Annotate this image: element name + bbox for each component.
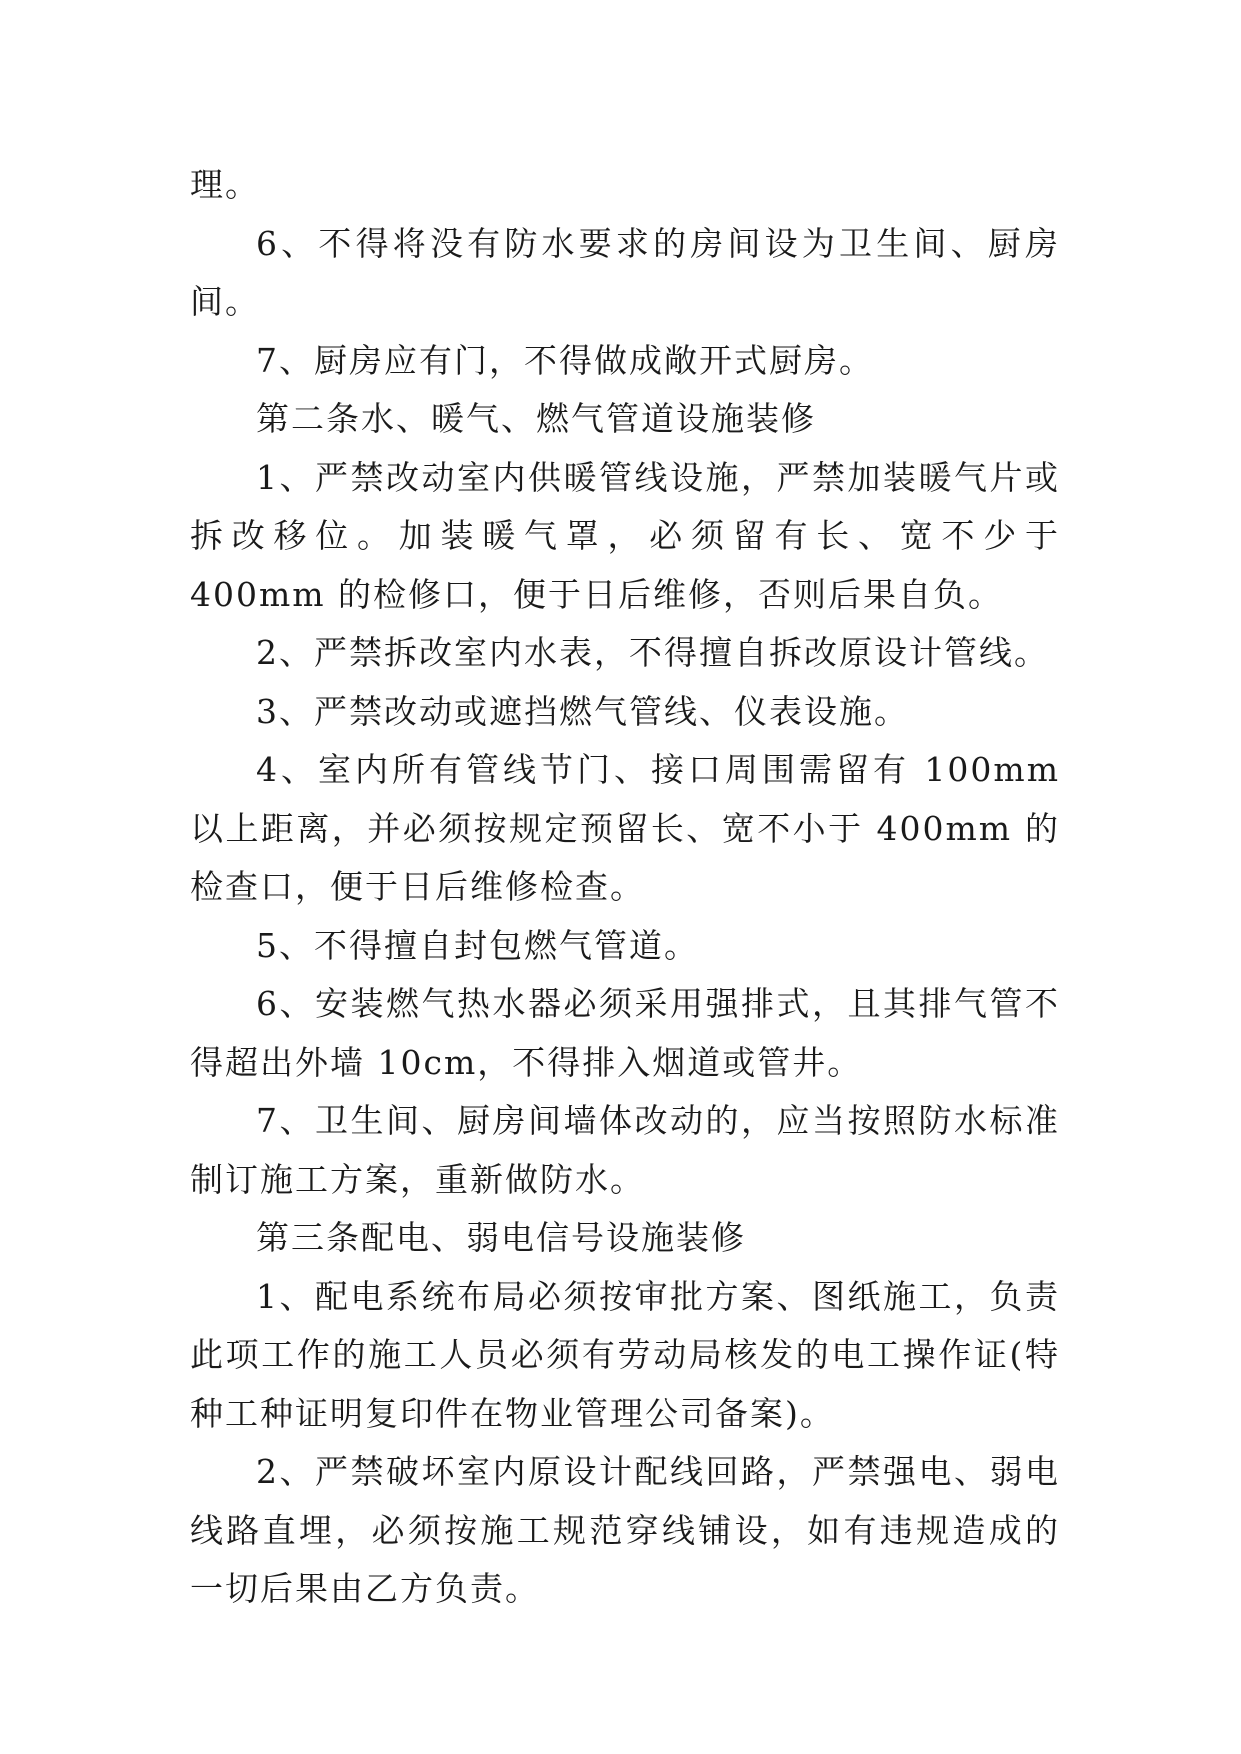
paragraph-article-3-item-2: 2、严禁破坏室内原设计配线回路，严禁强电、弱电线路直埋，必须按施工规范穿线铺设，如有违规造成的一切后果由乙方负责。 [190,1452,1060,1608]
paragraph-article-3-item-1: 1、配电系统布局必须按审批方案、图纸施工，负责此项工作的施工人员必须有劳动局核发的电工操作证(特种工种证明复印件在物业管理公司备案)。 [190,1276,1060,1433]
section-heading-article-3: 第三条配电、弱电信号设施装修 [256,1218,746,1257]
paragraph-article-2-item-3: 3、严禁改动或遮挡燃气管线、仪表设施。 [256,691,909,731]
section-heading-article-2: 第二条水、暖气、燃气管道设施装修 [256,399,816,438]
paragraph-article-2-item-1: 1、严禁改动室内供暖管线设施，严禁加装暖气片或拆改移位。加装暖气罩，必须留有长、宽不少于 400mm 的检修口，便于日后维修，否则后果自负。 [190,457,1060,614]
paragraph-continuation: 理。 [190,165,260,204]
document-body [190,156,1060,1619]
paragraph-item-6-waterproof-rooms: 6、不得将没有防水要求的房间设为卫生间、厨房间。 [190,223,1060,321]
paragraph-article-2-item-5: 5、不得擅自封包燃气管道。 [256,925,699,965]
paragraph-item-7-kitchen-door: 7、厨房应有门，不得做成敞开式厨房。 [256,340,874,380]
paragraph-article-2-item-4: 4、室内所有管线节门、接口周围需留有 100mm 以上距离，并必须按规定预留长、宽不小于 400mm 的检查口，便于日后维修检查。 [190,750,1060,906]
paragraph-article-2-item-6: 6、安装燃气热水器必须采用强排式，且其排气管不得超出外墙 10cm，不得排入烟道或管井。 [190,984,1060,1082]
paragraph-article-2-item-2: 2、严禁拆改室内水表，不得擅自拆改原设计管线。 [256,633,1049,672]
paragraph-article-2-item-7: 7、卫生间、厨房间墙体改动的，应当按照防水标准制订施工方案，重新做防水。 [190,1101,1060,1199]
